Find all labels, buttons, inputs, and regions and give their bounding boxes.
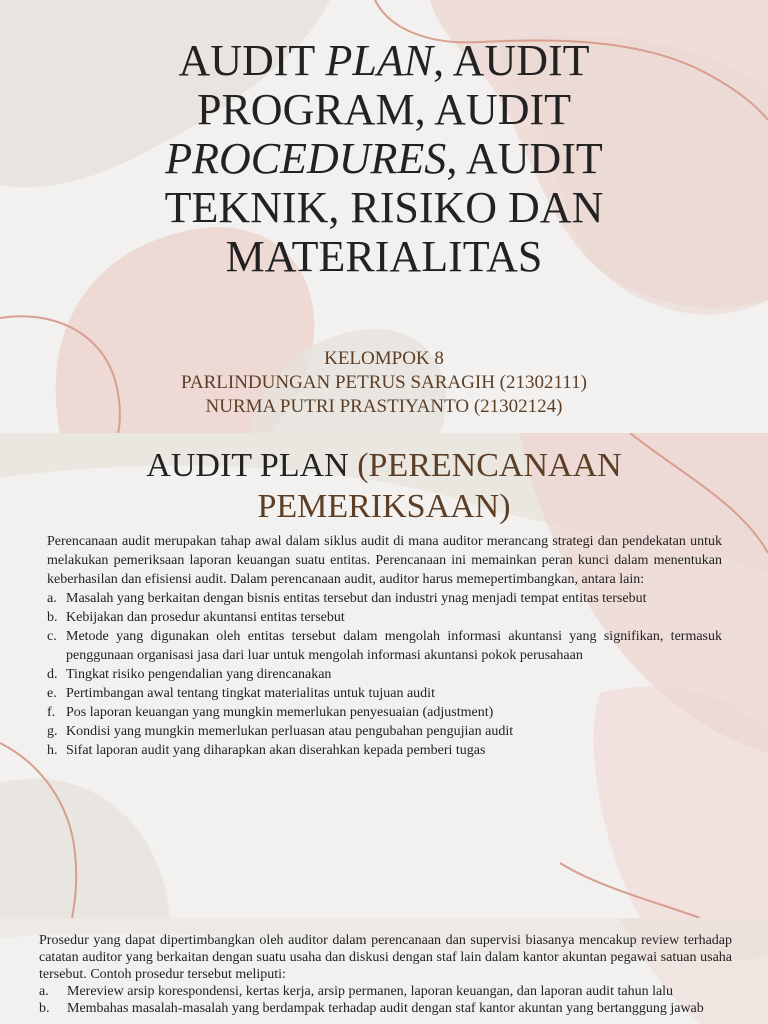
title-part: , AUDIT PROGRAM, AUDIT <box>196 36 590 134</box>
list-marker: b. <box>39 1001 50 1016</box>
member-1: PARLINDUNGAN PETRUS SARAGIH (21302111) <box>181 372 587 393</box>
list-marker: e. <box>47 686 57 701</box>
list-marker: b. <box>47 610 58 625</box>
title-main: AUDIT PLAN <box>146 447 349 484</box>
list-item <box>47 684 722 703</box>
list-item <box>47 722 722 741</box>
group-info <box>80 347 688 419</box>
audit-plan-slide <box>0 433 768 918</box>
list-marker: a. <box>47 591 57 606</box>
title-part: , AUDIT TEKNIK, RISIKO DAN MATERIALITAS <box>164 134 604 281</box>
title-parenthetical: (PERENCANAAN PEMERIKSAAN) <box>257 447 622 525</box>
list-item <box>47 741 722 760</box>
slide-body <box>47 532 722 760</box>
intro-paragraph: Perencanaan audit merupakan tahap awal dalam siklus audit di mana auditor merancang strategi dan pendekatan untuk melakukan pemeriksaan laporan keuangan suatu entitas. Perencanaan ini memainkan peran kunci dalam menentukan keberhasilan dan efisiensi audit. Dalam perencanaan audit, auditor harus memepertimbangkan, antara lain: <box>47 534 722 587</box>
slide-title <box>110 445 658 527</box>
procedures-list <box>39 983 732 1017</box>
list-item-text: Masalah yang berkaitan dengan bisnis entitas tersebut dan industri ynag menjadi tempat entitas tersebut <box>66 591 647 606</box>
list-marker: g. <box>47 724 58 739</box>
considerations-list <box>47 589 722 760</box>
list-item <box>47 703 722 722</box>
list-item-text: Pertimbangan awal tentang tingkat materialitas untuk tujuan audit <box>66 686 435 701</box>
list-item-text: Mereview arsip korespondensi, kertas kerja, arsip permanen, laporan keuangan, dan laporan audit tahun lalu <box>67 984 674 999</box>
list-item <box>47 627 722 665</box>
title-slide <box>0 0 768 433</box>
list-marker: c. <box>47 629 57 644</box>
list-item <box>47 665 722 684</box>
list-item-text: Tingkat risiko pengendalian yang direncanakan <box>66 667 332 682</box>
list-item-text: Sifat laporan audit yang diharapkan akan diserahkan kepada pemberi tugas <box>66 743 486 758</box>
slide-title <box>100 36 668 281</box>
list-marker: d. <box>47 667 58 682</box>
list-item <box>47 589 722 608</box>
title-italic-part: PROCEDURES <box>165 134 447 183</box>
list-marker: h. <box>47 743 58 758</box>
list-item-text: Kondisi yang mungkin memerlukan perluasan atau pengubahan pengujian audit <box>66 724 514 739</box>
list-marker: f. <box>47 705 56 720</box>
list-marker: a. <box>39 984 49 999</box>
member-2: NURMA PUTRI PRASTIYANTO (21302124) <box>205 396 563 417</box>
slide-body <box>39 932 732 1017</box>
title-part: AUDIT <box>178 36 326 85</box>
list-item-text: Metode yang digunakan oleh entitas tersebut dalam mengolah informasi akuntansi yang signifikan, termasuk penggunaan organisasi jasa dari luar untuk mengolah informasi akuntansi pokok perusahaan <box>66 629 722 663</box>
list-item-text: Membahas masalah-masalah yang berdampak terhadap audit dengan staf kantor akuntan yang bertanggung jawab <box>67 1001 704 1016</box>
intro-paragraph: Prosedur yang dapat dipertimbangkan oleh auditor dalam perencanaan dan supervisi biasanya mencakup review terhadap catatan auditor yang berkaitan dengan suatu usaha dan diskusi dengan staf lain dalam kantor akuntan pegawai satuan usaha tersebut. Contoh prosedur tersebut meliputi: <box>39 933 732 982</box>
group-name: KELOMPOK 8 <box>324 348 444 369</box>
list-item <box>39 1000 732 1017</box>
list-item-text: Pos laporan keuangan yang mungkin memerlukan penyesuaian (adjustment) <box>66 705 494 720</box>
list-item <box>39 983 732 1000</box>
title-italic-part: PLAN <box>325 36 434 85</box>
procedures-slide <box>0 918 768 1024</box>
list-item <box>47 608 722 627</box>
list-item-text: Kebijakan dan prosedur akuntansi entitas tersebut <box>66 610 345 625</box>
